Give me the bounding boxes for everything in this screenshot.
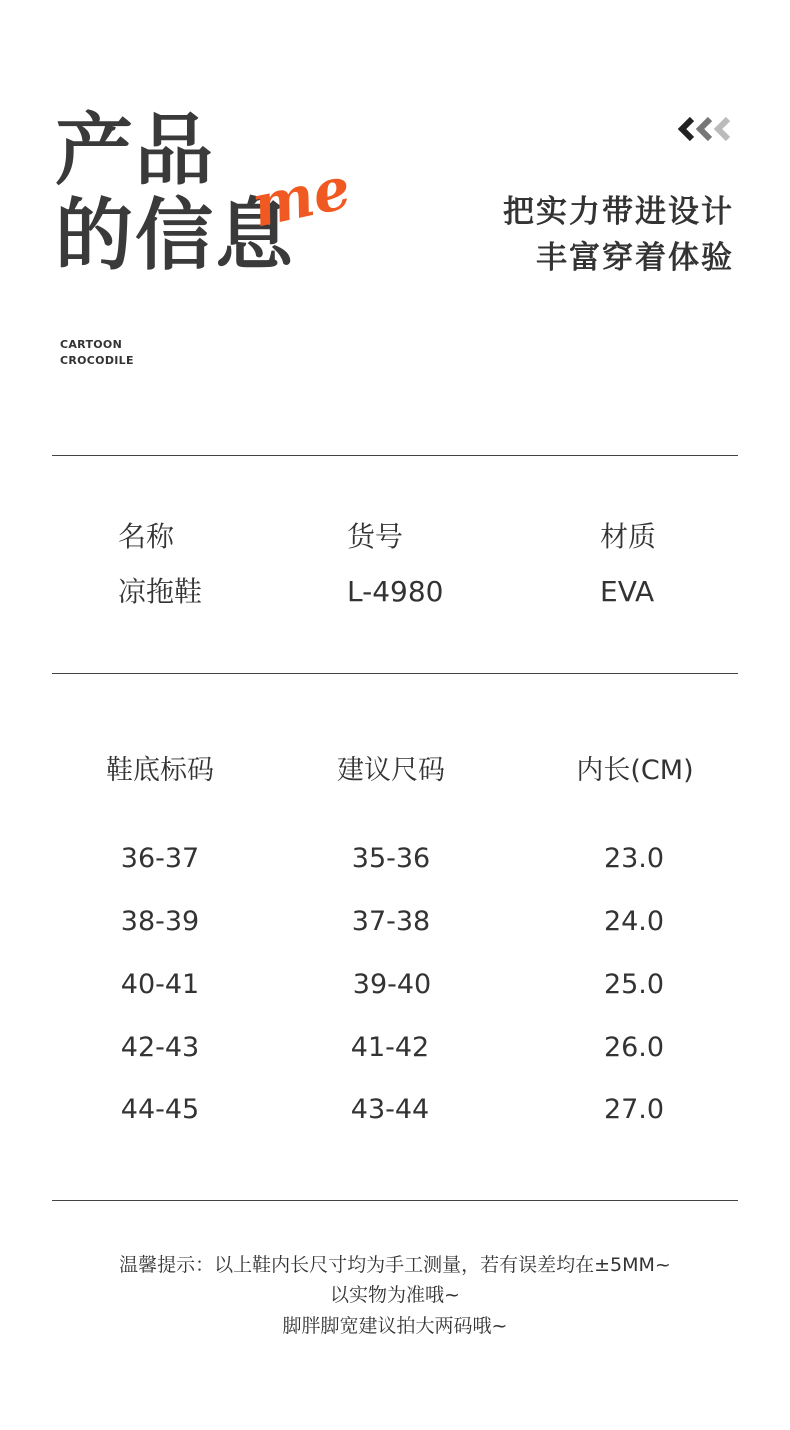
divider-middle xyxy=(52,673,738,674)
slogan-line-2: 丰富穿着体验 xyxy=(536,240,734,276)
table-cell: 25.0 xyxy=(603,969,665,1000)
info-header-sku: 货号 xyxy=(347,520,404,553)
accent-script: me xyxy=(246,153,357,241)
info-value-sku: L-4980 xyxy=(347,575,444,608)
table-cell: 44-45 xyxy=(120,1094,200,1125)
title-line-1: 产品 xyxy=(55,106,216,196)
table-cell: 23.0 xyxy=(603,843,665,874)
table-cell: 42-43 xyxy=(120,1032,200,1063)
info-header-material: 材质 xyxy=(600,520,657,553)
brand-line-1: CARTOON xyxy=(60,338,123,351)
triple-chevron-left-icon xyxy=(676,116,734,142)
table-cell: 37-38 xyxy=(351,906,431,937)
table-cell: 35-36 xyxy=(351,843,431,874)
note-line-1: 温馨提示：以上鞋内长尺寸均为手工测量，若有误差均在±5MM~ xyxy=(119,1254,671,1276)
table-cell: 27.0 xyxy=(603,1094,665,1125)
table-cell: 41-42 xyxy=(350,1032,430,1063)
table-cell: 40-41 xyxy=(120,969,200,1000)
size-header-length: 内长(CM) xyxy=(576,755,694,786)
table-cell: 26.0 xyxy=(603,1032,665,1063)
divider-bottom xyxy=(52,1200,738,1201)
info-value-name: 凉拖鞋 xyxy=(118,575,203,608)
size-header-sole: 鞋底标码 xyxy=(106,755,214,786)
brand-line-2: CROCODILE xyxy=(60,354,134,367)
info-value-material: EVA xyxy=(600,575,655,608)
table-cell: 24.0 xyxy=(603,906,665,937)
divider-top xyxy=(52,455,738,456)
chevron-left-icon xyxy=(712,116,734,142)
title-line-2: 的信息 xyxy=(55,191,296,281)
table-cell: 38-39 xyxy=(120,906,200,937)
table-cell: 43-44 xyxy=(350,1094,430,1125)
note-line-3: 脚胖脚宽建议拍大两码哦~ xyxy=(282,1315,508,1337)
table-cell: 39-40 xyxy=(352,969,432,1000)
brand-name xyxy=(60,337,134,369)
size-header-suggested: 建议尺码 xyxy=(337,755,445,786)
slogan-line-1: 把实力带进设计 xyxy=(503,194,734,230)
table-cell: 36-37 xyxy=(120,843,200,874)
info-header-name: 名称 xyxy=(118,520,175,553)
note-line-2: 以实物为准哦~ xyxy=(330,1284,460,1306)
